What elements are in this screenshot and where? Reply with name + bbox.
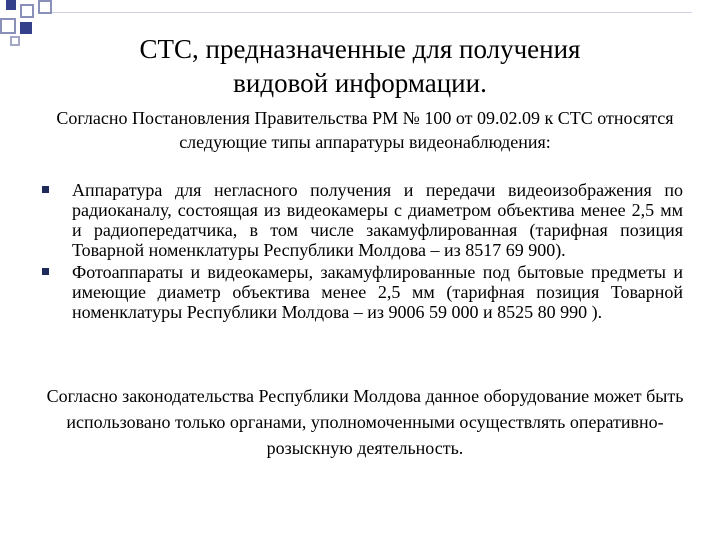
square-filled-1 (6, 0, 16, 10)
square-outline-3 (0, 18, 16, 34)
bullet-text: Фотоаппараты и видеокамеры, закамуфлированные под бытовые предметы и имеющие диаметр объектива менее 2,5 мм (тарифная позиция Товарной номенклатуры Республики Молдова – из 9006 59 000 и 8525 80 990 ). (72, 262, 683, 322)
list-item (40, 180, 683, 260)
top-divider (52, 12, 692, 13)
square-outline-4 (10, 36, 20, 46)
bullet-text: Аппаратура для негласного получения и передачи видеоизображения по радиоканалу, состоящая из видеокамеры с диаметром объектива менее 2,5 мм и радиопередатчика, в том числе закамуфлированная (тарифная позиция Товарной номенклатуры Республики Молдова – из 8517 69 900). (72, 180, 683, 260)
decorative-squares (0, 0, 72, 48)
square-filled-2 (20, 22, 32, 34)
footer-paragraph: Согласно законодательства Республики Молдова данное оборудование может быть использовано только органами, уполномоченными осуществлять оперативно-розыскную деятельность. (46, 386, 684, 458)
bullet-list (40, 180, 683, 324)
square-bullet-icon (42, 268, 49, 275)
slide-title: СТС, предназначенные для получения видовой информации. (139, 34, 581, 98)
intro-paragraph: Согласно Постановления Правительства РМ № 100 от 09.02.09 к СТС относятся следующие типы аппаратуры видеонаблюдения: (56, 108, 674, 152)
square-bullet-icon (42, 186, 49, 193)
list-item (40, 262, 683, 322)
square-outline-2 (38, 0, 52, 14)
square-outline-1 (20, 4, 34, 18)
